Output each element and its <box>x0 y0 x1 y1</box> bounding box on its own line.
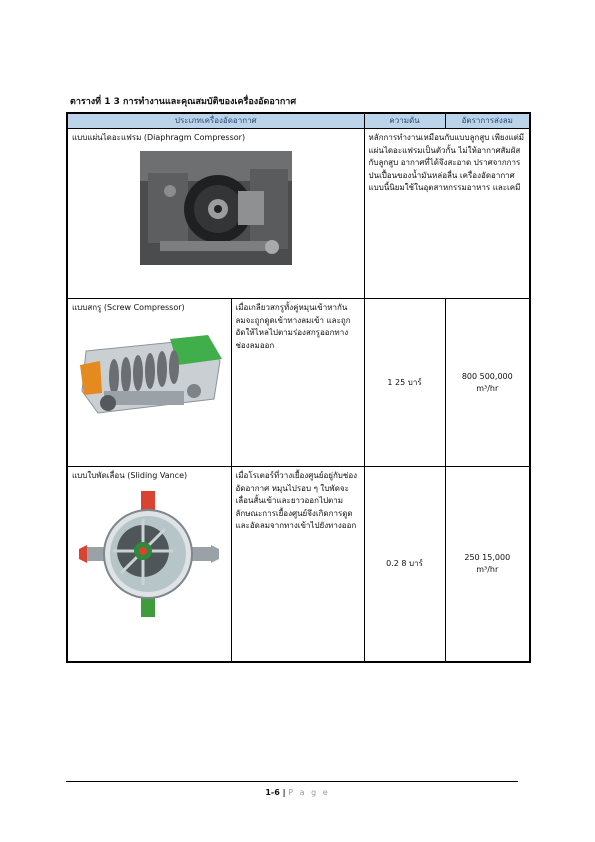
header-type: ประเภทเครื่องอัดอากาศ <box>67 113 364 129</box>
screw-flow-unit: m³/hr <box>476 383 499 393</box>
screw-flow-cell <box>445 299 530 467</box>
table-header-row <box>67 113 530 129</box>
screw-pressure: 1 25 บาร์ <box>364 299 445 467</box>
page-number: 1-6 <box>265 788 280 797</box>
page-footer <box>0 788 595 797</box>
sliding-name: แบบใบพัดเลื่อน (Sliding Vance) <box>72 471 188 481</box>
header-flow: อัตราการส่งลม <box>445 113 530 129</box>
diaphragm-cell <box>67 129 364 299</box>
sliding-flow-unit: m³/hr <box>476 565 499 575</box>
sliding-pressure: 0.2 8 บาร์ <box>364 467 445 662</box>
table-row <box>67 467 530 662</box>
table-row <box>67 129 530 299</box>
table-caption: ตารางที่ 1 3 การทำงานและคุณสมบัติของเครื่องอัดอากาศ <box>70 97 297 107</box>
screw-description: เมื่อเกลียวสกรูทั้งคู่หมุนเข้าหากัน ลมจะถูกดูดเข้าทางลมเข้า และถูกอัดให้ไหลไปตามร่องสกรูออกทางช่องลมออก <box>231 299 364 467</box>
footer-divider <box>66 781 518 782</box>
page-separator: | <box>279 788 289 797</box>
page-label: P a g e <box>288 788 330 797</box>
sliding-cell <box>67 467 231 662</box>
compressor-spec-table <box>66 112 531 663</box>
header-pressure: ความดัน <box>364 113 445 129</box>
screw-compressor-image <box>74 321 224 421</box>
diaphragm-description: หลักการทำงานเหมือนกับแบบลูกสูบ เพียงแต่มีแผ่นไดอะแฟรมเป็นตัวกั้น ไม่ให้อากาศสัมผัสกับลูกสูบ อากาศที่ได้จึงสะอาด ปราศจากการปนเปื้อนของน้ำมันหล่อลื่น เครื่องอัดอากาศแบบนี้นิยมใช้ในอุตสาหกรรมอาหาร และเคมี <box>364 129 530 299</box>
sliding-flow: 250 15,000 <box>464 552 511 562</box>
screw-flow: 800 500,000 <box>461 371 513 381</box>
sliding-flow-cell <box>445 467 530 662</box>
table-row <box>67 299 530 467</box>
diaphragm-name: แบบแผ่นไดอะแฟรม (Diaphragm Compressor) <box>72 133 246 143</box>
diaphragm-compressor-image <box>140 151 292 265</box>
sliding-vane-compressor-image <box>77 489 221 619</box>
screw-name: แบบสกรู (Screw Compressor) <box>72 303 185 313</box>
screw-cell <box>67 299 231 467</box>
sliding-description: เมื่อโรเตอร์ที่วางเยื้องศูนย์อยู่กับช่องอัดอากาศ หมุนไปรอบ ๆ ใบพัดจะเลื่อนสั้นเข้าและยาวออกไปตามลักษณะการเยื้องศูนย์จึงเกิดการดูดและอัดลมจากทางเข้าไปยังทางออก <box>231 467 364 662</box>
